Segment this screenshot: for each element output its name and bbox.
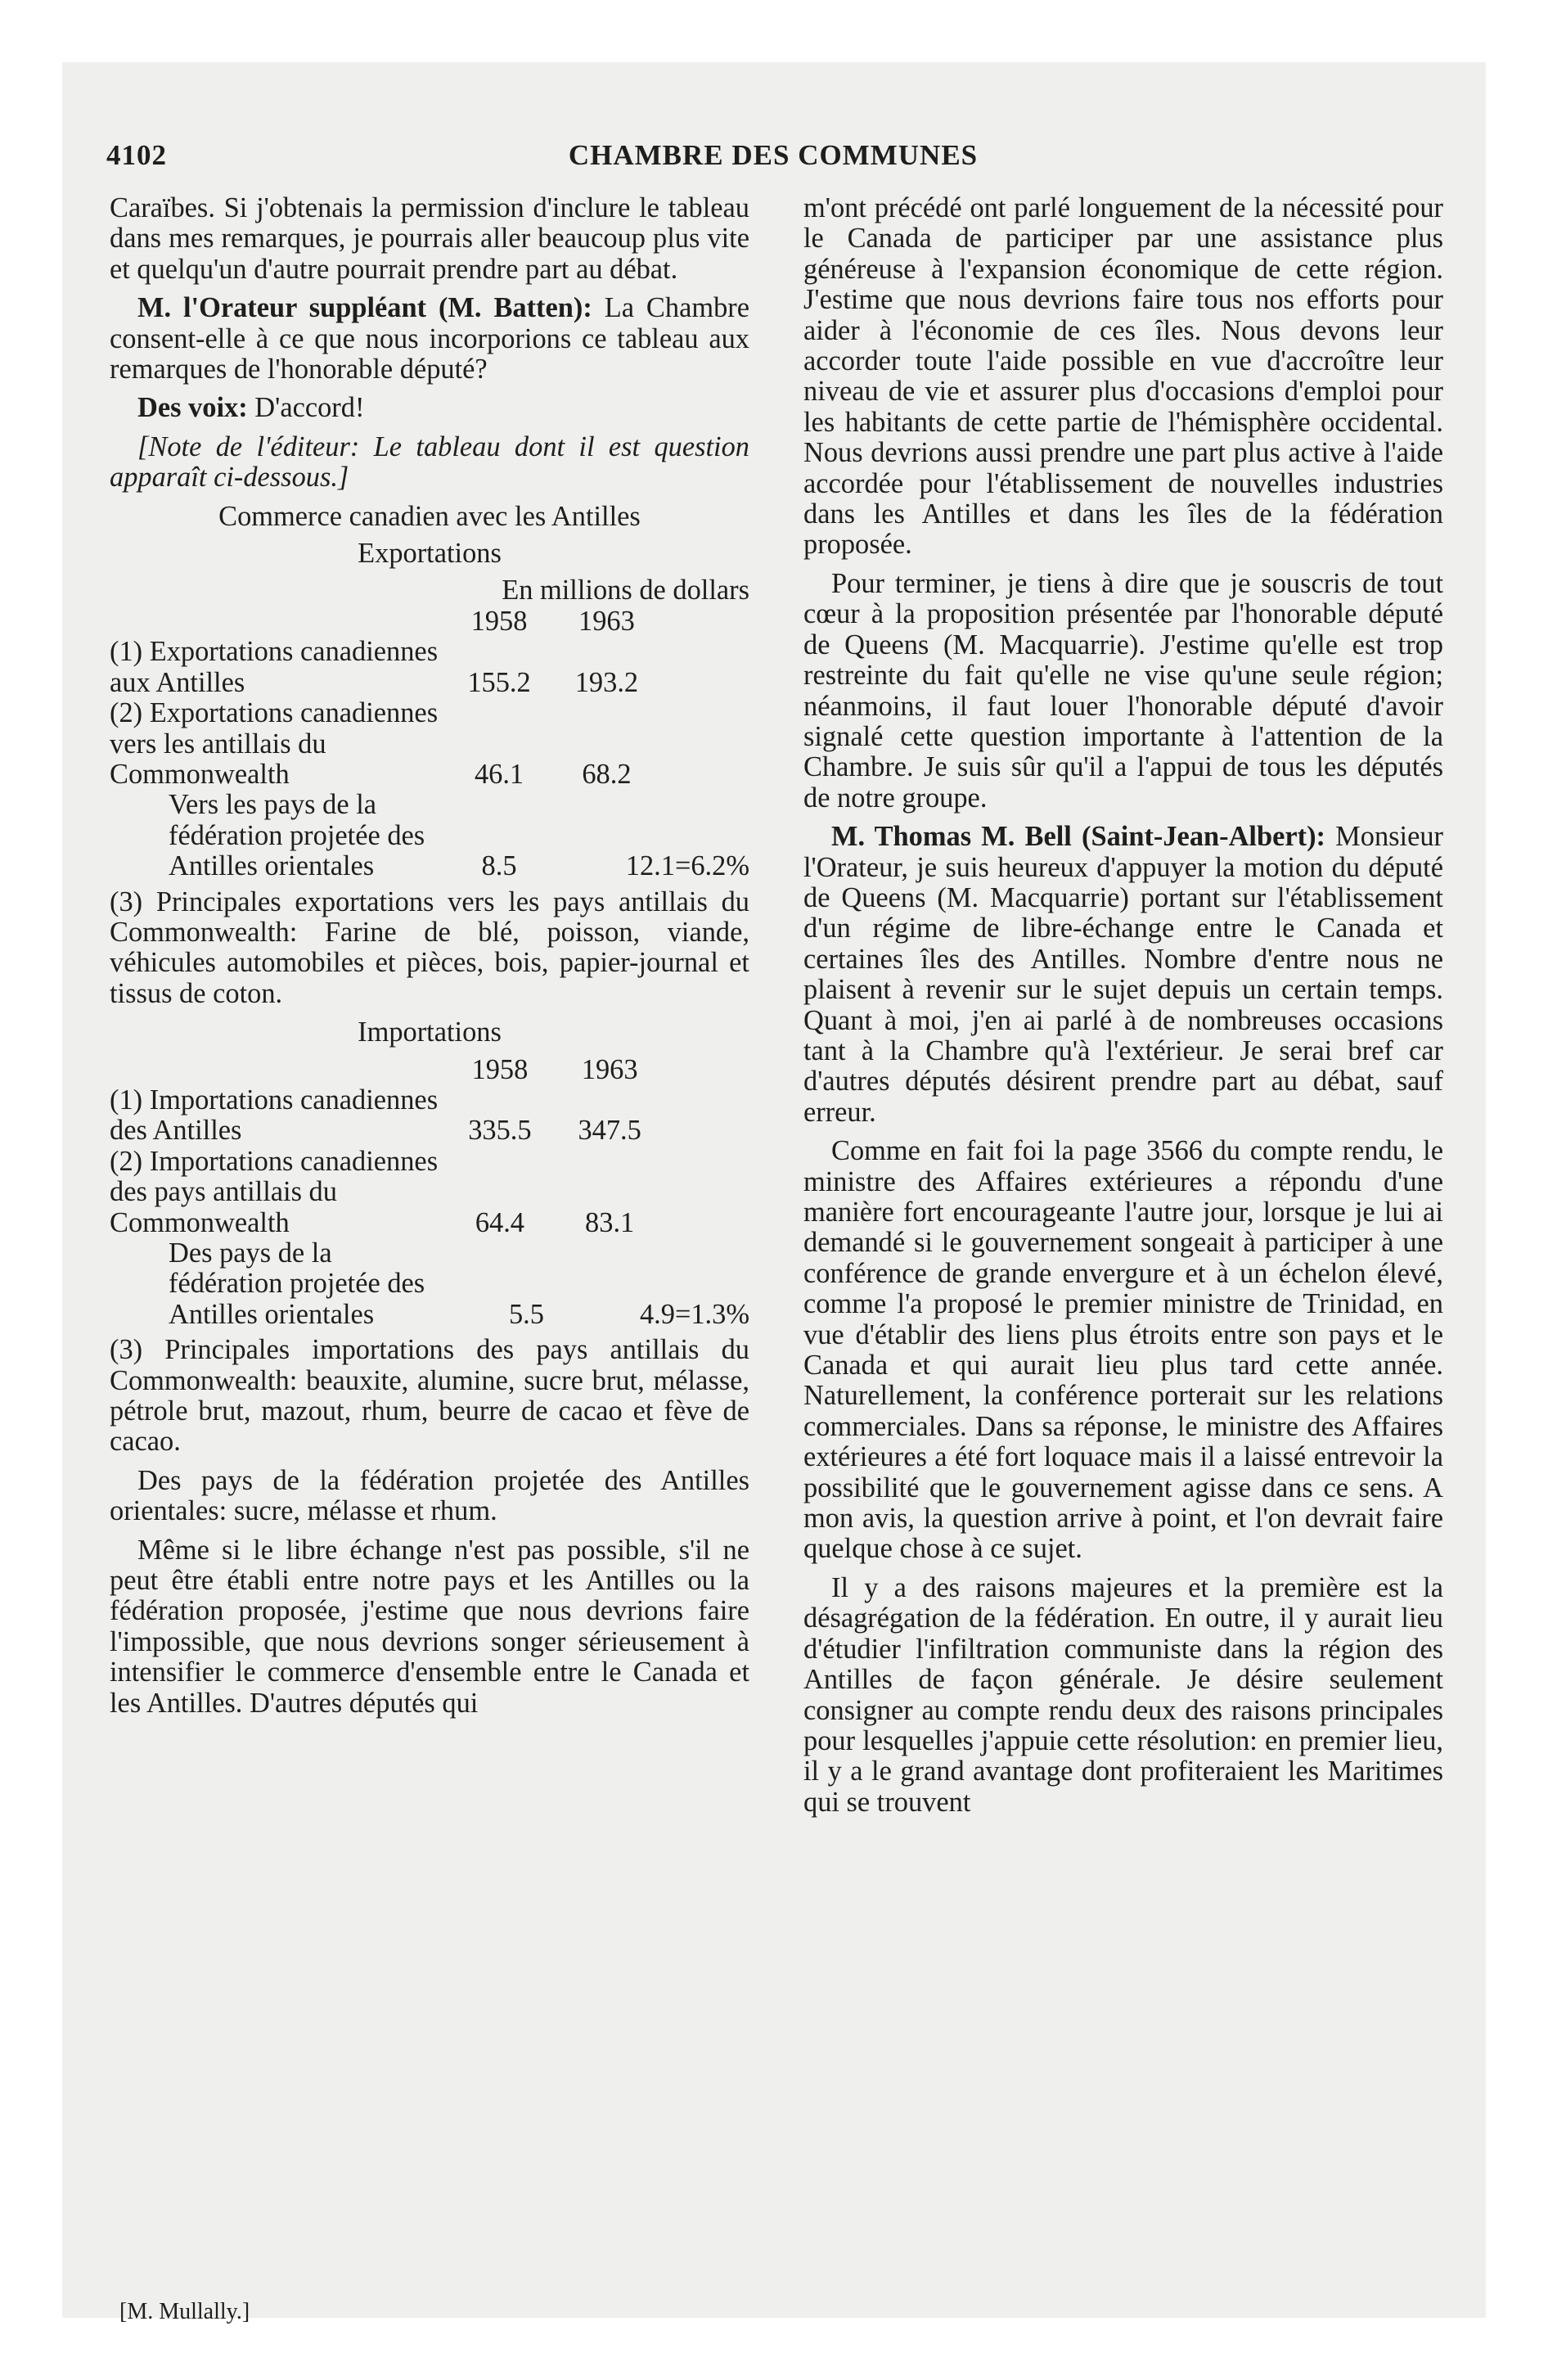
speaker-name: Des voix: bbox=[137, 392, 248, 424]
paragraph bbox=[110, 293, 749, 385]
value-1963: 83.1 bbox=[585, 1206, 635, 1238]
paragraph: Caraïbes. Si j'obtenais la permission d'inclure le tableau dans mes remarques, je pourrais aller beaucoup plus vite et quelqu'un d'autre pourrait prendre part au débat. bbox=[110, 192, 749, 285]
value-1963: 347.5 bbox=[578, 1115, 641, 1147]
speaker-name: M. Thomas M. Bell (Saint-Jean-Albert): bbox=[831, 821, 1325, 853]
value-1958: 8.5 bbox=[481, 850, 517, 882]
exports-table bbox=[110, 575, 749, 881]
table-row bbox=[110, 637, 749, 698]
table-row bbox=[110, 1147, 749, 1238]
value-1958: 335.5 bbox=[468, 1115, 532, 1147]
exports-heading: Exportations bbox=[358, 538, 502, 570]
exports-note: (3) Principales exportations vers les pays antillais du Commonwealth: Farine de blé, poisson, viande, véhicules automobiles et pièces, bois, papier-journal et tissus de coton. bbox=[110, 886, 749, 1009]
table-title: Commerce canadien avec les Antilles bbox=[218, 500, 641, 532]
value-1963: 4.9=1.3% bbox=[639, 1298, 749, 1330]
table-row bbox=[110, 790, 749, 881]
table-row bbox=[110, 1085, 749, 1147]
value-1963: 193.2 bbox=[574, 666, 639, 698]
table-row bbox=[110, 698, 749, 790]
value-1963: 12.1=6.2% bbox=[625, 850, 749, 882]
table-units-row bbox=[110, 575, 749, 606]
speaker-footnote: [M. Mullally.] bbox=[119, 2299, 250, 2324]
speech-text: D'accord! bbox=[247, 392, 365, 424]
page-scan bbox=[62, 62, 1486, 2324]
page-number: 4102 bbox=[106, 139, 167, 171]
page-title: CHAMBRE DES COMMUNES bbox=[568, 139, 979, 171]
row-label: Des pays de la fédération projetée des Antilles orientales bbox=[169, 1237, 425, 1330]
row-label: (1) Importations canadiennes des Antilles bbox=[110, 1084, 439, 1147]
page-header bbox=[106, 139, 1440, 180]
year-header: 1958 bbox=[471, 1053, 529, 1085]
year-header: 1958 bbox=[470, 605, 528, 637]
right-column bbox=[803, 193, 1443, 1826]
paragraph: m'ont précédé ont parlé longuement de la nécessité pour le Canada de participer par une assistance plus généreuse à l'expansion économique de cette région. J'estime que nous devrions faire tous nos efforts pour aider à l'économie de ces îles. Nous devons leur accorder toute l'aide possible en vue d'accroître leur niveau de vie et assurer plus d'occasions d'emploi pour les habitants de cette partie de l'hémisphère occidental. Nous devrions aussi prendre une part plus active à l'aide accordée pour l'établissement de nouvelles industries dans les Antilles et dans les îles de la fédération proposée. bbox=[803, 192, 1443, 561]
value-1958: 46.1 bbox=[474, 758, 524, 790]
left-column bbox=[110, 193, 749, 1727]
row-label: (2) Importations canadiennes des pays antillais du Commonwealth bbox=[110, 1145, 439, 1238]
row-label: (2) Exportations canadiennes vers les antillais du Commonwealth bbox=[110, 697, 439, 790]
value-1958: 5.5 bbox=[508, 1298, 544, 1330]
table-year-row bbox=[110, 606, 749, 637]
value-1958: 64.4 bbox=[475, 1206, 524, 1238]
table-year-row bbox=[110, 1055, 749, 1085]
year-header: 1963 bbox=[581, 1053, 638, 1085]
paragraph: Même si le libre échange n'est pas possible, s'il ne peut être établi entre notre pays et les Antilles ou la fédération proposée, j'estime que nous devrions faire l'impossible, que nous devrions songer sérieusement à intensifier le commerce d'ensemble entre le Canada et les Antilles. D'autres députés qui bbox=[110, 1534, 749, 1719]
row-label: Vers les pays de la fédération projetée des Antilles orientales bbox=[169, 789, 425, 882]
paragraph: Comme en fait foi la page 3566 du compte rendu, le ministre des Affaires extérieures a répondu d'une manière fort encourageante l'autre jour, lorsque je lui ai demandé si le gouvernement songeait à participer à une conférence de grande envergure et à un échelon élevé, comme l'a proposé le premier ministre de Trinidad, en vue d'établir des liens plus étroits entre son pays et le Canada et qui aurait lieu plus tard cette année. Naturellement, la conférence porterait sur les relations commerciales. Dans sa réponse, le ministre des Affaires extérieures a été fort loquace mais il a laissé entrevoir la possibilité que le gouvernement agisse dans ce sens. A mon avis, la question arrive à point, et l'on devrait faire quelque chose à ce sujet. bbox=[803, 1135, 1443, 1565]
paragraph: Des pays de la fédération projetée des Antilles orientales: sucre, mélasse et rhum. bbox=[110, 1464, 749, 1527]
paragraph bbox=[110, 393, 749, 423]
speech-text: Monsieur l'Orateur, je suis heureux d'appuyer la motion du député de Queens (M. Macquarrie) portant sur l'établissement d'un régime de libre-échange entre le Canada et certaines îles des Antilles. Nombre d'entre nous ne plaisent à revenir sur le sujet depuis un certain temps. Quant à moi, j'en ai parlé à de nombreuses occasions tant à la Chambre qu'à l'extérieur. Je serai bref car d'autres députés désirent prendre part au débat, sauf erreur. bbox=[803, 821, 1443, 1128]
row-label: (1) Exportations canadiennes aux Antilles bbox=[110, 636, 439, 698]
imports-note: (3) Principales importations des pays antillais du Commonwealth: beauxite, alumine, sucre brut, mélasse, pétrole brut, mazout, rhum, beurre de cacao et fève de cacao. bbox=[110, 1334, 749, 1458]
value-1963: 68.2 bbox=[582, 758, 632, 790]
paragraph bbox=[803, 822, 1443, 1128]
value-1958: 155.2 bbox=[467, 666, 531, 698]
year-header: 1963 bbox=[578, 605, 635, 637]
imports-table bbox=[110, 1055, 749, 1331]
paragraph: Il y a des raisons majeures et la première est la désagrégation de la fédération. En outre, il y aurait lieu d'étudier l'infiltration communiste dans la région des Antilles de façon générale. Je désire seulement consigner au compte rendu deux des raisons principales pour lesquelles j'appuie cette résolution: en premier lieu, il y a le grand avantage dont profiteraient les Maritimes qui se trouvent bbox=[803, 1571, 1443, 1818]
table-row bbox=[110, 1238, 749, 1330]
imports-heading: Importations bbox=[358, 1016, 502, 1048]
editor-note: [Note de l'éditeur: Le tableau dont il est question apparaît ci-dessous.] bbox=[110, 430, 749, 494]
paragraph: Pour terminer, je tiens à dire que je souscris de tout cœur à la proposition présentée par l'honorable député de Queens (M. Macquarrie). J'estime qu'elle est trop restreinte du fait qu'elle ne vise qu'une seule région; néanmoins, il faut louer l'honorable député d'avoir signalé cette question importante à l'attention de la Chambre. Je suis sûr qu'il a l'appui de tous les députés de notre groupe. bbox=[803, 567, 1443, 814]
units-label: En millions de dollars bbox=[502, 575, 749, 606]
speech-text: La Chambre consent-elle à ce que nous incorporions ce tableau aux remarques de l'honorable député? bbox=[110, 292, 749, 385]
speaker-name: M. l'Orateur suppléant (M. Batten): bbox=[137, 292, 592, 324]
